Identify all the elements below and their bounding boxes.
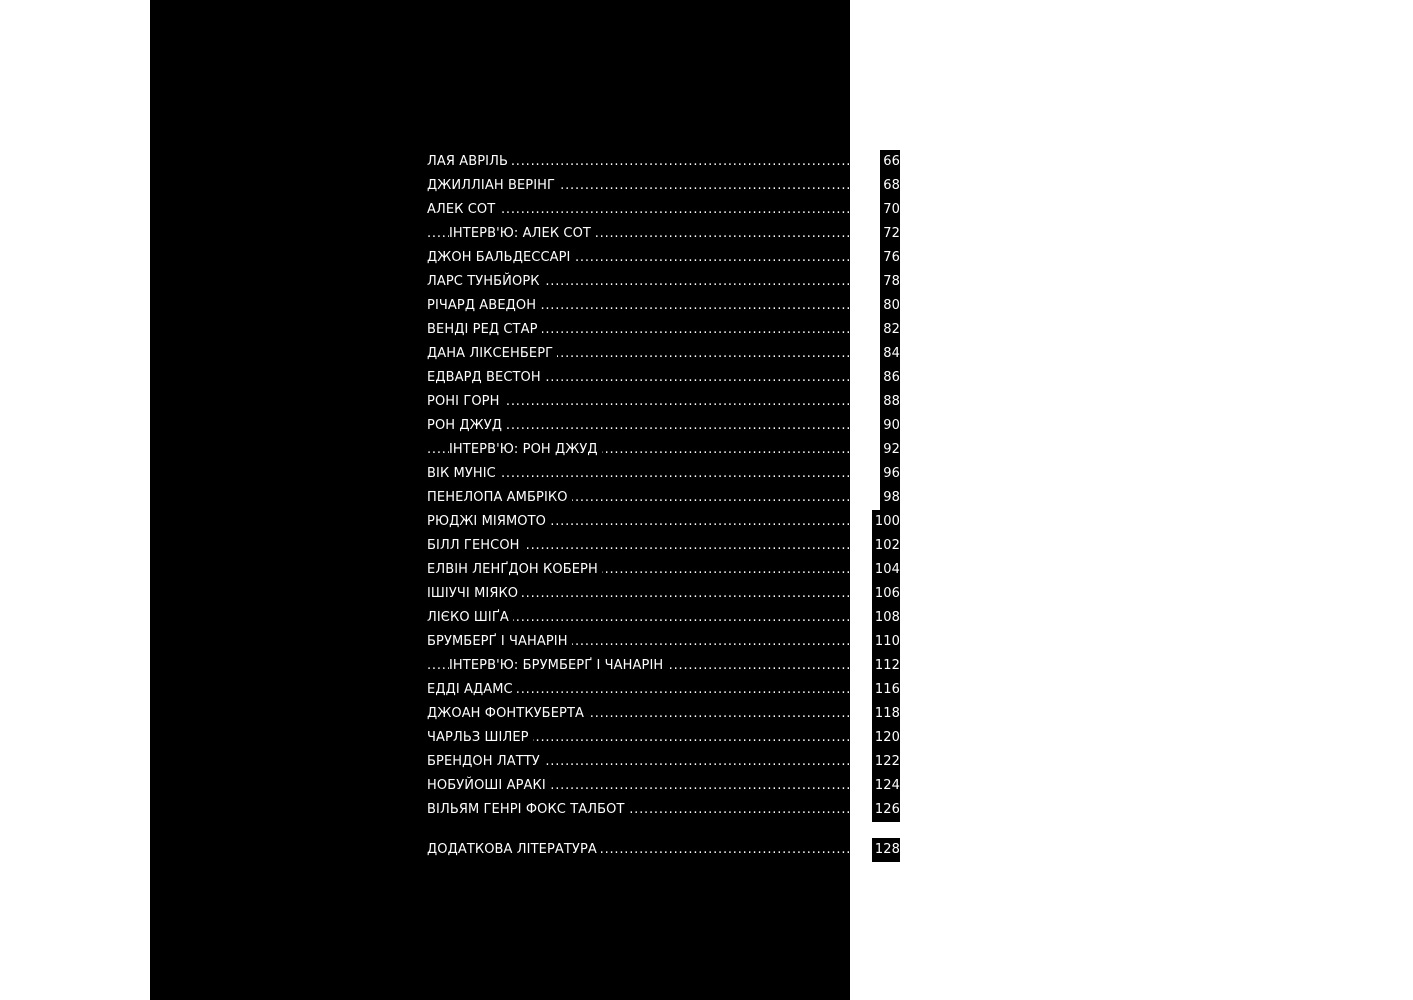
toc-entry-page: 102 [872, 534, 900, 558]
toc-entry[interactable] [427, 774, 900, 798]
toc-entry-title: НОБУЙОШІ АРАКІ [427, 778, 550, 793]
toc-entry-title: ВІЛЬЯМ ГЕНРІ ФОКС ТАЛБОТ [427, 802, 629, 817]
toc-entry-title: ВІК МУНІС [427, 466, 500, 481]
toc-entry-title: ДАНА ЛІКСЕНБЕРГ [427, 346, 557, 361]
toc-entry-page: 106 [872, 582, 900, 606]
toc-entry-title: ЛІЄКО ШІҐА [427, 610, 513, 625]
toc-entry[interactable] [427, 630, 900, 654]
toc-entry-title: ІНТЕРВ'Ю: БРУМБЕРҐ І ЧАНАРІН [449, 658, 667, 673]
toc-subentry[interactable] [427, 438, 900, 462]
toc-entry[interactable] [427, 318, 900, 342]
toc-entry[interactable] [427, 702, 900, 726]
toc-entry-page: 108 [872, 606, 900, 630]
toc-entry-page: 92 [880, 438, 900, 462]
toc-entry[interactable] [427, 270, 900, 294]
toc-entry-page: 116 [872, 678, 900, 702]
toc-entry-title: ЧАРЛЬЗ ШІЛЕР [427, 730, 533, 745]
toc-entry[interactable] [427, 486, 900, 510]
toc-entry-page: 84 [880, 342, 900, 366]
toc-entry-page: 120 [872, 726, 900, 750]
toc-entry[interactable] [427, 246, 900, 270]
toc-entry[interactable] [427, 390, 900, 414]
toc-entry-title: РОН ДЖУД [427, 418, 506, 433]
toc-entry-page: 72 [880, 222, 900, 246]
toc-entry[interactable] [427, 558, 900, 582]
toc-entry-title: АЛЕК СОТ [427, 202, 499, 217]
toc-entry-page: 82 [880, 318, 900, 342]
toc-entry[interactable] [427, 462, 900, 486]
toc-entry-page: 66 [880, 150, 900, 174]
toc-entry-page: 124 [872, 774, 900, 798]
toc-entry-page: 126 [872, 798, 900, 822]
toc-entry-title: ІНТЕРВ'Ю: РОН ДЖУД [449, 442, 602, 457]
toc-entry-page: 112 [872, 654, 900, 678]
toc-entry-page: 78 [880, 270, 900, 294]
toc-subentry[interactable] [427, 654, 900, 678]
toc-entry-title: ЕДДІ АДАМС [427, 682, 517, 697]
toc-entry-title: ЛАЯ АВРІЛЬ [427, 154, 512, 169]
toc-entry-title: РОНІ ГОРН [427, 394, 504, 409]
toc-entry-title: ІНТЕРВ'Ю: АЛЕК СОТ [449, 226, 595, 241]
toc-entry-title: ЕЛВІН ЛЕНҐДОН КОБЕРН [427, 562, 602, 577]
toc-entry-further-reading[interactable] [427, 838, 900, 862]
toc-entry-title: РЮДЖІ МІЯМОТО [427, 514, 550, 529]
toc-entry-page: 110 [872, 630, 900, 654]
toc-entry-page: 98 [880, 486, 900, 510]
toc-entry-title: БРУМБЕРҐ І ЧАНАРІН [427, 634, 572, 649]
toc-entry[interactable] [427, 750, 900, 774]
toc-entry-title: ВЕНДІ РЕД СТАР [427, 322, 542, 337]
toc-entry-page: 76 [880, 246, 900, 270]
toc-entry-page: 100 [872, 510, 900, 534]
toc-entry-page: 68 [880, 174, 900, 198]
toc-entry[interactable] [427, 726, 900, 750]
toc-entry-title: ДЖОАН ФОНТКУБЕРТА [427, 706, 588, 721]
toc-entry-page: 70 [880, 198, 900, 222]
toc-entry-page: 86 [880, 366, 900, 390]
toc-entry-title: ДЖИЛЛІАН ВЕРІНГ [427, 178, 559, 193]
toc-entry-page: 80 [880, 294, 900, 318]
toc-entry[interactable] [427, 678, 900, 702]
toc-entry[interactable] [427, 582, 900, 606]
toc-entry[interactable] [427, 174, 900, 198]
toc-entry[interactable] [427, 510, 900, 534]
toc-entry[interactable] [427, 198, 900, 222]
toc-entry[interactable] [427, 342, 900, 366]
toc-entry-title: ІШІУЧІ МІЯКО [427, 586, 522, 601]
toc-entry[interactable] [427, 798, 900, 822]
toc-entry[interactable] [427, 366, 900, 390]
toc-entry-page: 128 [872, 838, 900, 862]
toc-entry-title: ДОДАТКОВА ЛІТЕРАТУРА [427, 842, 601, 857]
table-of-contents [427, 150, 900, 862]
toc-entry[interactable] [427, 534, 900, 558]
toc-entry-title: БРЕНДОН ЛАТТУ [427, 754, 544, 769]
toc-entry-title: ДЖОН БАЛЬДЕССАРІ [427, 250, 575, 265]
toc-entry-title: ЛАРС ТУНБЙОРК [427, 274, 544, 289]
toc-entry-page: 88 [880, 390, 900, 414]
toc-entry-page: 96 [880, 462, 900, 486]
toc-entry-page: 90 [880, 414, 900, 438]
toc-entry[interactable] [427, 294, 900, 318]
toc-entry[interactable] [427, 150, 900, 174]
toc-entry-title: РІЧАРД АВЕДОН [427, 298, 540, 313]
book-page [150, 0, 900, 1000]
toc-subentry[interactable] [427, 222, 900, 246]
toc-entry-page: 118 [872, 702, 900, 726]
toc-entry-page: 122 [872, 750, 900, 774]
toc-entry-title: БІЛЛ ГЕНСОН [427, 538, 524, 553]
toc-entry-title: ЕДВАРД ВЕСТОН [427, 370, 545, 385]
toc-entry[interactable] [427, 414, 900, 438]
toc-entry-title: ПЕНЕЛОПА АМБРІКО [427, 490, 572, 505]
toc-entry[interactable] [427, 606, 900, 630]
toc-entry-page: 104 [872, 558, 900, 582]
